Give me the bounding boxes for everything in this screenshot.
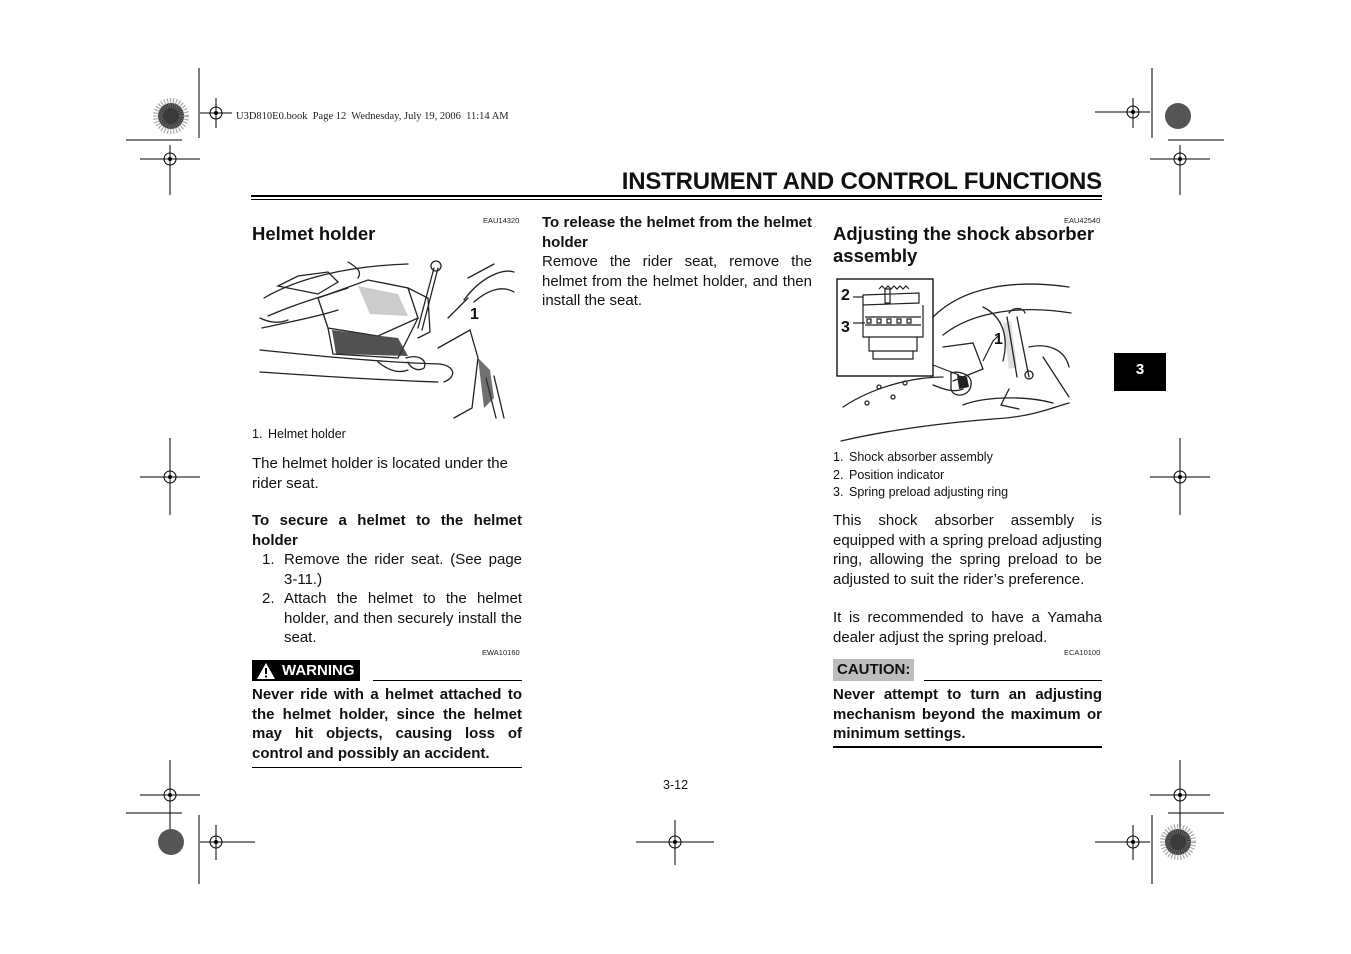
warning-label: WARNING (282, 662, 355, 679)
figure-callout-1: 1 (994, 331, 1003, 348)
caution-bottom-rule (833, 746, 1102, 748)
caution-badge: CAUTION: (833, 659, 914, 681)
caption-item: 2. Position indicator (833, 467, 945, 482)
shock-absorber-figure (833, 277, 1077, 442)
section-heading-helmet-holder: Helmet holder (252, 223, 376, 244)
intro-paragraph: The helmet holder is located under the rider seat. (252, 455, 508, 492)
caution-code: ECA10100 (1064, 648, 1101, 657)
warning-badge (252, 660, 360, 681)
warning-text: Never ride with a helmet attached to the helmet holder, since the helmet may hit objects, causing loss of control and possibly an accident. (252, 686, 522, 762)
title-rule-thin (251, 199, 1102, 200)
book-info-line: U3D810E0.book Page 12 Wednesday, July 19, 2006 11:14 AM (236, 111, 509, 122)
figure-callout-1: 1 (470, 306, 479, 323)
step-item: 1. Remove the rider seat. (See page 3-11.) (262, 551, 522, 588)
warning-bottom-rule (252, 767, 522, 768)
step-item: 2. Attach the helmet to the helmet holder, and then securely install the seat. (262, 590, 522, 646)
title-rule-thick (251, 195, 1102, 197)
section-heading-shock-absorber: Adjusting the shock absorber assembly (833, 223, 1095, 266)
caution-text: Never attempt to turn an adjusting mechanism beyond the maximum or minimum settings. (833, 686, 1102, 742)
section-code: EAU14320 (483, 216, 520, 225)
page-number: 3-12 (663, 778, 689, 792)
page-title: INSTRUMENT AND CONTROL FUNCTIONS (621, 168, 1102, 195)
shock-paragraph-1: This shock absorber assembly is equipped with a spring preload adjusting ring, allowing the spring preload to be adjusted to suit the rider’s preference. (833, 512, 1102, 588)
section-code: EAU42540 (1064, 216, 1101, 225)
secure-helmet-heading: To secure a helmet to the helmet holder (252, 512, 522, 549)
figure-caption-list (252, 426, 522, 444)
release-helmet-text: Remove the rider seat, remove the helmet from the helmet holder, and then install the seat. (542, 253, 812, 309)
warning-triangle-icon (256, 662, 276, 680)
shock-paragraph-2: It is recommended to have a Yamaha dealer adjust the spring preload. (833, 609, 1102, 646)
caption-item: 1. Shock absorber assembly (833, 450, 993, 464)
figure-callout-2: 2 (841, 287, 850, 304)
secure-steps-list (252, 550, 522, 648)
warning-code: EWA10160 (482, 648, 520, 657)
caution-rule (924, 680, 1102, 681)
release-helmet-heading: To release the helmet from the helmet holder (542, 214, 812, 251)
figure-caption-list (833, 449, 1103, 502)
helmet-holder-figure (258, 258, 516, 420)
figure-callout-3: 3 (841, 319, 850, 336)
warning-rule (373, 680, 522, 681)
caption-item: 1. Helmet holder (252, 427, 346, 441)
chapter-tab: 3 (1114, 353, 1166, 391)
caption-item: 3. Spring preload adjusting ring (833, 485, 1009, 499)
